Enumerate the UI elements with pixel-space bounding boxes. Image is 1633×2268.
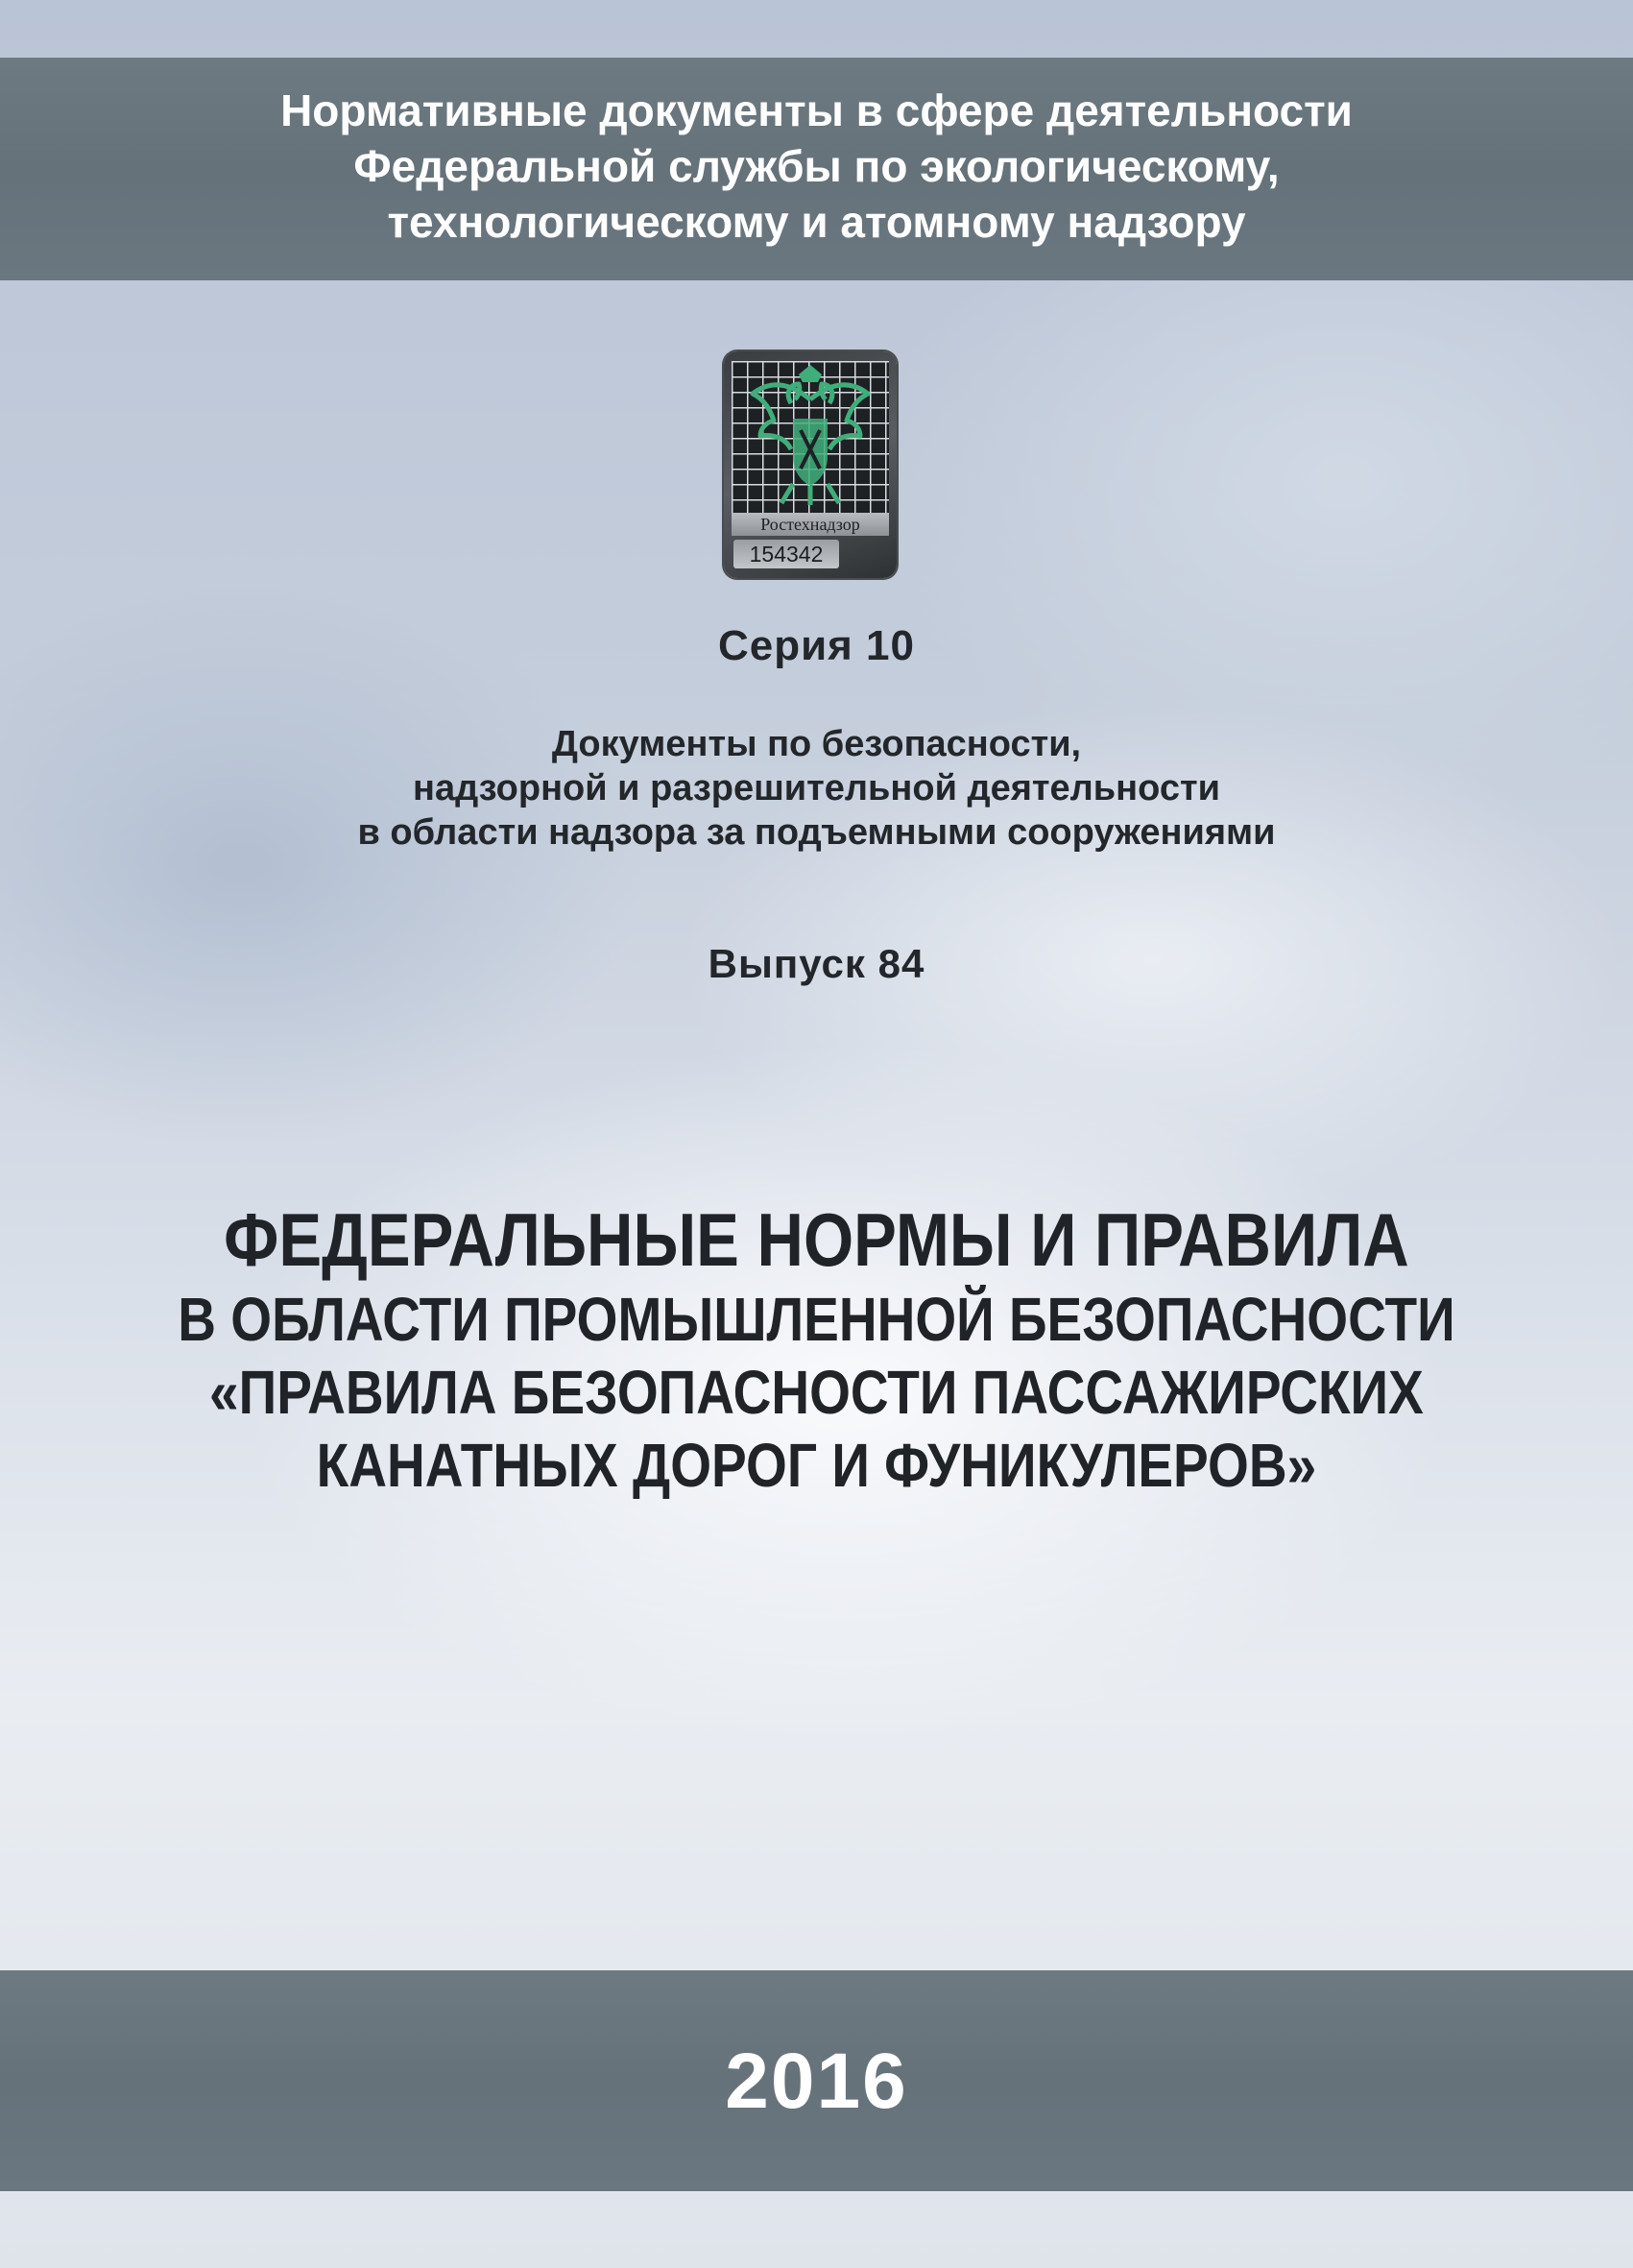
document-title [114,1196,1519,1502]
series-description-line-2: надзорной и разрешительной деятельности [413,768,1220,808]
series-description [0,722,1633,855]
hologram-serial-number: 154342 [733,540,839,568]
title-line-4: КАНАТНЫХ ДОРОГ И ФУНИКУЛЕРОВ» [316,1431,1317,1500]
title-line-1: ФЕДЕРАЛЬНЫЕ НОРМЫ И ПРАВИЛА [224,1197,1409,1282]
publication-year: 2016 [725,2038,908,2125]
header-line-2: Федеральной службы по экологическому, [353,141,1280,191]
rostekhnadzor-hologram-emblem [724,351,897,578]
header-line-3: технологическому и атомному надзору [387,197,1246,247]
header-text [0,83,1633,250]
issue-number: Выпуск 84 [708,941,925,986]
series-label: Серия 10 [717,622,915,669]
title-line-3: «ПРАВИЛА БЕЗОПАСНОСТИ ПАССАЖИРСКИХ [209,1358,1424,1427]
series-description-line-1: Документы по безопасности, [551,724,1082,764]
header-line-1: Нормативные документы в сфере деятельности [280,85,1353,135]
double-headed-eagle-icon [732,361,889,515]
emblem-label: Ростехнадзор [732,513,889,536]
series-description-line-3: в области надзора за подъемными сооружениями [357,812,1276,853]
title-line-2: В ОБЛАСТИ ПРОМЫШЛЕННОЙ БЕЗОПАСНОСТИ [178,1285,1455,1354]
